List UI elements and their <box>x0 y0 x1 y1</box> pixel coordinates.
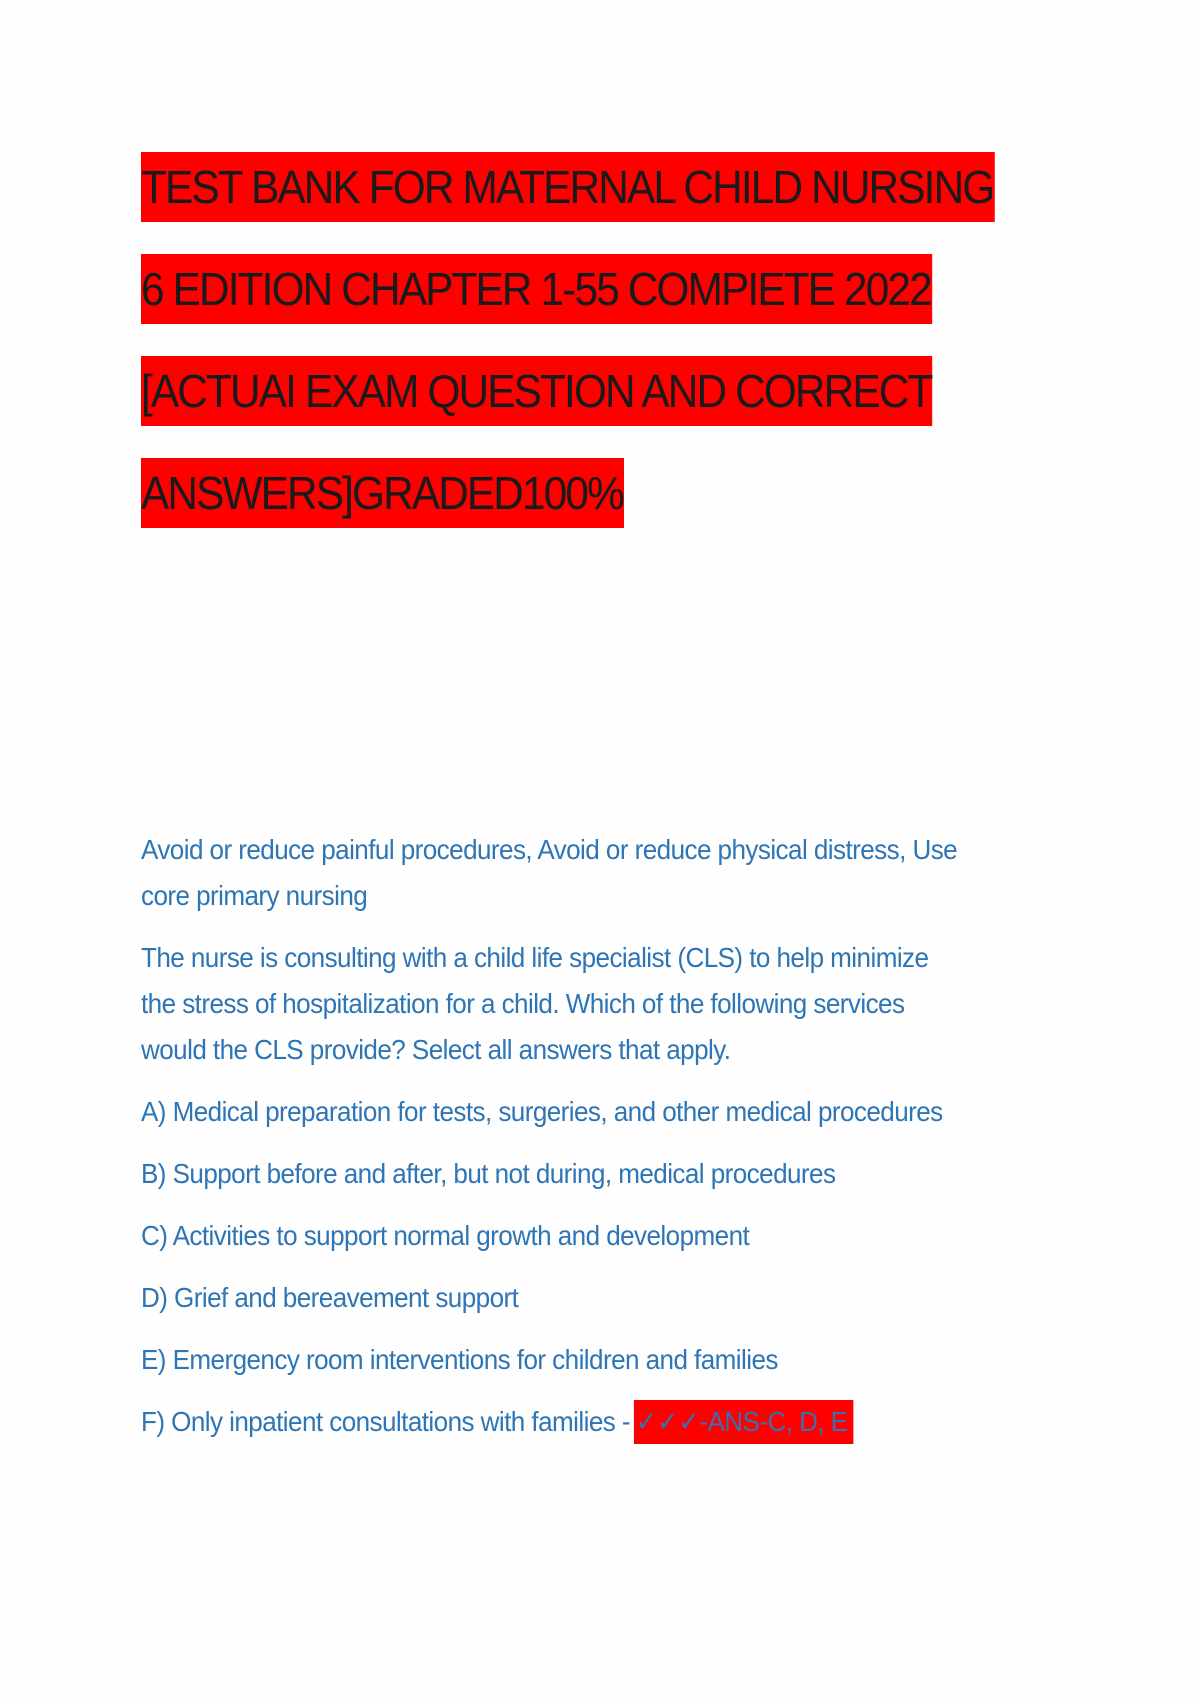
option-b: B) Support before and after, but not during, medical procedures <box>141 1158 836 1189</box>
spacer <box>141 919 1071 935</box>
title-line <box>141 458 1081 560</box>
previous-answer-line-1: Avoid or reduce painful procedures, Avoid or reduce physical distress, Use <box>141 834 958 865</box>
title-line-2: 6 EDITION CHAPTER 1-55 COMPIETE 2022 <box>141 254 932 324</box>
question-line-1: The nurse is consulting with a child life specialist (CLS) to help minimize <box>141 942 929 973</box>
question-content <box>141 827 1071 1461</box>
title-line-3: [ACTUAI EXAM QUESTION AND CORRECT <box>141 356 932 426</box>
title-line-4: ANSWERS]GRADED100% <box>141 458 624 528</box>
question-line-2: the stress of hospitalization for a child. Which of the following services <box>141 988 905 1019</box>
title-line <box>141 152 1081 254</box>
option-a: A) Medical preparation for tests, surgeries, and other medical procedures <box>141 1096 943 1127</box>
document-title <box>141 152 1081 560</box>
answer-highlight: ✓✓✓-ANS-C, D, E <box>634 1400 853 1444</box>
option-e: E) Emergency room interventions for children and families <box>141 1344 778 1375</box>
title-line-1: TEST BANK FOR MATERNAL CHILD NURSING <box>141 152 994 222</box>
title-line <box>141 356 1081 458</box>
option-d: D) Grief and bereavement support <box>141 1282 519 1313</box>
option-f: F) Only inpatient consultations with families - <box>141 1406 631 1437</box>
option-f-row <box>141 1399 1006 1461</box>
title-line <box>141 254 1081 356</box>
previous-answer-line-2: core primary nursing <box>141 880 368 911</box>
spacer <box>141 1073 1071 1089</box>
question-line-3: would the CLS provide? Select all answers that apply. <box>141 1034 731 1065</box>
option-c: C) Activities to support normal growth and development <box>141 1220 750 1251</box>
